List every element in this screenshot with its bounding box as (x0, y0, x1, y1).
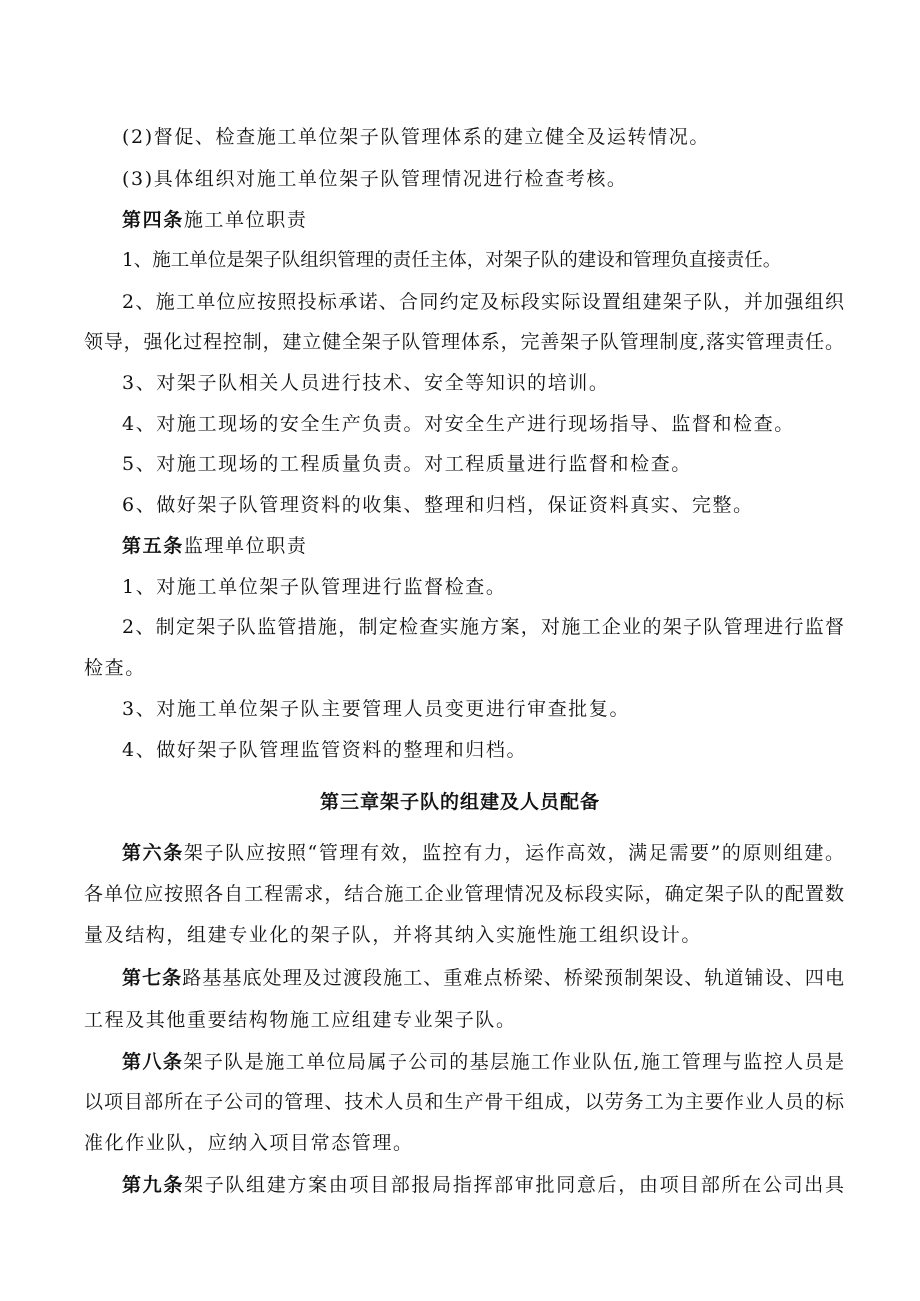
article-6-line-1 (122, 840, 844, 866)
article-4-item-5: 5、对施工现场的工程质量负责。对工程质量进行监督和检查。 (122, 453, 692, 475)
article-8-line-2: 以项目部所在子公司的管理、技术人员和生产骨干组成，以劳务工为主要作业人员的标 (84, 1091, 844, 1113)
chapter-3-title: 第三章架子队的组建及人员配备 (319, 791, 600, 813)
article-number: 第九条 (122, 1174, 185, 1196)
article-4-item-2-line-1: 2、施工单位应按照投标承诺、合同约定及标段实际设置组建架子队，并加强组织 (122, 291, 844, 313)
article-5-item-2-line-1: 2、制定架子队监管措施，制定检查实施方案，对施工企业的架子队管理进行监督 (122, 616, 844, 638)
article-4-item-3: 3、对架子队相关人员进行技术、安全等知识的培训。 (122, 372, 610, 394)
article-5-item-4: 4、做好架子队管理监管资料的整理和归档。 (122, 739, 528, 761)
article-4-item-6: 6、做好架子队管理资料的收集、整理和归档，保证资料真实、完整。 (122, 494, 754, 516)
article-4-item-4: 4、对施工现场的安全生产负责。对安全生产进行现场指导、监督和检查。 (122, 413, 795, 435)
article-text: 架子队是施工单位局属子公司的基层施工作业队伍,施工管理与监控人员是 (183, 1051, 844, 1073)
article-text: 路基基底处理及过渡段施工、重难点桥梁、桥梁预制架设、轨道铺设、四电 (182, 967, 844, 989)
article-6-line-3: 量及结构，组建专业化的架子队，并将其纳入实施性施工组织设计。 (84, 924, 703, 946)
article-7-line-2: 工程及其他重要结构物施工应组建专业架子队。 (84, 1009, 517, 1031)
article-number: 第六条 (122, 842, 184, 864)
article-5-item-2-line-2: 检查。 (84, 657, 146, 679)
article-7-line-1 (122, 965, 844, 991)
paragraph-item-3: (3)具体组织对施工单位架子队管理情况进行检查考核。 (122, 168, 628, 190)
article-number: 第八条 (122, 1051, 184, 1073)
article-number: 第五条 (122, 535, 184, 557)
article-text: 架子队组建方案由项目部报局指挥部审批同意后，由项目部所在公司出具 (184, 1174, 844, 1196)
article-4-heading (122, 207, 844, 233)
article-5-item-3: 3、对施工单位架子队主要管理人员变更进行审查批复。 (122, 698, 631, 720)
article-4-item-2-line-2: 领导，强化过程控制，建立健全架子队管理体系，完善架子队管理制度,落实管理责任。 (84, 331, 844, 353)
article-title: 施工单位职责 (183, 209, 308, 231)
article-title: 监理单位职责 (183, 535, 308, 557)
article-number: 第四条 (122, 209, 184, 231)
article-5-heading (122, 533, 844, 559)
article-5-item-1: 1、对施工单位架子队管理进行监督检查。 (122, 576, 507, 598)
article-text: 架子队应按照“管理有效，监控有力，运作高效，满足需要”的原则组建。 (183, 842, 844, 864)
article-4-item-1: 1、施工单位是架子队组织管理的责任主体，对架子队的建设和管理负直接责任。 (122, 250, 782, 271)
article-8-line-3: 准化作业队，应纳入项目常态管理。 (84, 1132, 414, 1154)
article-number: 第七条 (122, 967, 183, 989)
article-8-line-1 (122, 1049, 844, 1075)
article-9-line-1 (122, 1172, 844, 1198)
paragraph-item-2: (2)督促、检查施工单位架子队管理体系的建立健全及运转情况。 (122, 126, 710, 148)
article-6-line-2: 各单位应按照各自工程需求，结合施工企业管理情况及标段实际，确定架子队的配置数 (84, 883, 844, 905)
